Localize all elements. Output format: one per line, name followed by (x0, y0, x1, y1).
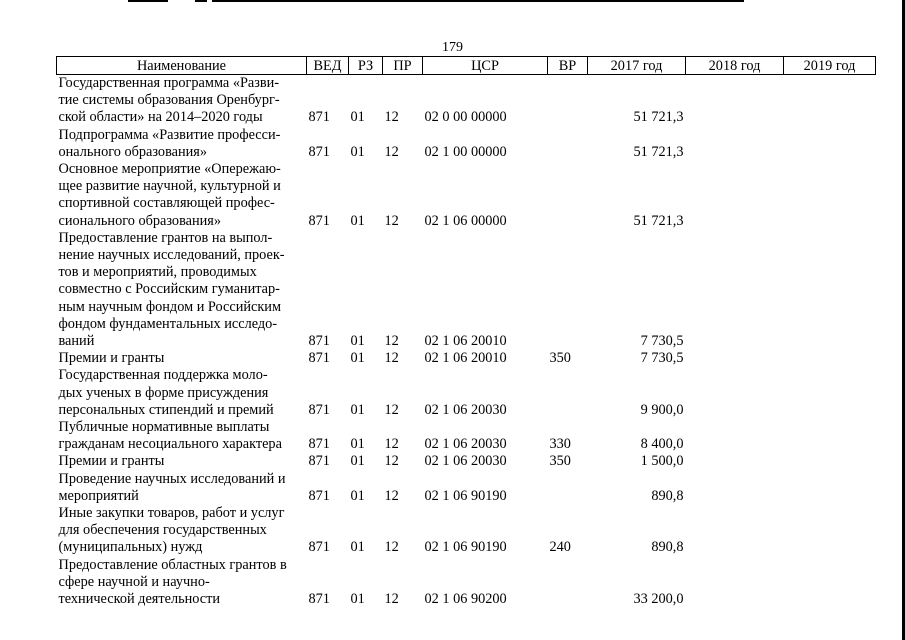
cell-name (57, 230, 307, 350)
cell-csr: 02 1 00 00000 (424, 143, 507, 160)
cell-ved: 871 (308, 401, 330, 418)
cell-2017: 9 900,0 (640, 401, 684, 418)
cell-rz: 01 (350, 436, 365, 453)
name-line: совместно с Российским гуманитар- (58, 281, 280, 298)
cell-rz: 01 (350, 487, 365, 504)
cell-pr: 12 (384, 487, 399, 504)
cell-pr: 12 (384, 333, 399, 350)
name-line: Предоставление областных грантов в (58, 556, 287, 573)
name-line: онального образования» (58, 143, 208, 160)
cell-name (57, 161, 307, 230)
name-line: Премии и гранты (58, 453, 165, 470)
cell-name (57, 127, 307, 161)
cell-2017: 7 730,5 (640, 350, 684, 367)
name-line: щее развитие научной, культурной и (58, 178, 281, 195)
cell-ved: 871 (308, 333, 330, 350)
cell-csr: 02 0 00 00000 (424, 109, 507, 126)
cell-vr: 350 (549, 350, 571, 367)
header-2018: 2018 год (686, 57, 784, 75)
cell-ved: 871 (308, 539, 330, 556)
name-line: тов и мероприятий, проводимых (58, 264, 257, 281)
name-line: для обеспечения государственных (58, 522, 267, 539)
cell-pr: 12 (384, 591, 399, 608)
cell-ved: 871 (308, 591, 330, 608)
name-line: Подпрограмма «Развитие професси- (58, 126, 281, 143)
header-csr: ЦСР (423, 57, 548, 75)
table-header-row (57, 57, 876, 75)
cell-rz: 01 (350, 401, 365, 418)
cell-vr (548, 367, 588, 419)
name-line: (муниципальных) нужд (58, 539, 203, 556)
table-row (57, 505, 876, 557)
cell-pr: 12 (384, 539, 399, 556)
header-2017: 2017 год (588, 57, 686, 75)
cell-vr (548, 127, 588, 161)
cell-csr: 02 1 06 20030 (424, 401, 507, 418)
cell-2018 (686, 350, 784, 367)
cell-csr: 02 1 06 20030 (424, 436, 507, 453)
cell-ved: 871 (308, 487, 330, 504)
name-line: Основное мероприятие «Опережаю- (58, 161, 281, 178)
cell-2018 (686, 127, 784, 161)
cell-2017: 51 721,3 (633, 109, 684, 126)
cell-ved: 871 (308, 109, 330, 126)
cell-vr: 350 (549, 453, 571, 470)
cell-name (57, 557, 307, 609)
cell-2019 (784, 75, 876, 127)
cell-2018 (686, 471, 784, 505)
page-number: 179 (442, 40, 463, 55)
cell-rz: 01 (350, 143, 365, 160)
name-line: технической деятельности (58, 591, 221, 608)
cell-2018 (686, 161, 784, 230)
cell-name (57, 505, 307, 557)
cell-2019 (784, 557, 876, 609)
cell-csr: 02 1 06 20010 (424, 333, 507, 350)
name-line: ваний (58, 333, 95, 350)
table-row (57, 75, 876, 127)
cell-name (57, 453, 307, 470)
cell-rz: 01 (350, 109, 365, 126)
name-line: мероприятий (58, 487, 139, 504)
name-line: тие системы образования Оренбург- (58, 92, 280, 109)
cell-2019 (784, 127, 876, 161)
table-row (57, 453, 876, 470)
cell-name (57, 471, 307, 505)
cell-csr: 02 1 06 90200 (424, 591, 507, 608)
name-line: сионального образования» (58, 212, 222, 229)
cell-name (57, 350, 307, 367)
cell-2018 (686, 75, 784, 127)
cell-rz: 01 (350, 333, 365, 350)
cell-pr: 12 (384, 401, 399, 418)
name-line: Иные закупки товаров, работ и услуг (58, 505, 285, 522)
cell-csr: 02 1 06 20010 (424, 350, 507, 367)
cell-vr (548, 161, 588, 230)
name-line: дых ученых в форме присуждения (58, 384, 269, 401)
cell-vr (548, 471, 588, 505)
name-line: Государственная программа «Разви- (58, 75, 280, 91)
header-2019: 2019 год (784, 57, 876, 75)
name-line: Государственная поддержка моло- (58, 367, 268, 384)
name-line: Предоставление грантов на выпол- (58, 229, 273, 246)
cell-2019 (784, 419, 876, 453)
header-vr: ВР (548, 57, 588, 75)
table-row (57, 161, 876, 230)
cell-vr (548, 75, 588, 127)
header-pr: ПР (383, 57, 423, 75)
cell-2018 (686, 557, 784, 609)
table-row (57, 367, 876, 419)
cell-2017: 7 730,5 (640, 333, 684, 350)
cell-2017: 51 721,3 (633, 143, 684, 160)
cell-vr (548, 557, 588, 609)
cell-name (57, 419, 307, 453)
cell-2018 (686, 453, 784, 470)
cell-2018 (686, 505, 784, 557)
cell-ved: 871 (308, 436, 330, 453)
name-line: сфере научной и научно- (58, 573, 210, 590)
cell-2017: 8 400,0 (640, 436, 684, 453)
table-row (57, 350, 876, 367)
cell-2018 (686, 230, 784, 350)
name-line: спортивной составляющей профес- (58, 195, 275, 212)
cell-pr: 12 (384, 350, 399, 367)
cell-2019 (784, 161, 876, 230)
name-line: гражданам несоциального характера (58, 436, 282, 453)
name-line: ным научным фондом и Российским (58, 298, 282, 315)
cell-2019 (784, 230, 876, 350)
cell-csr: 02 1 06 90190 (424, 539, 507, 556)
cell-pr: 12 (384, 109, 399, 126)
cell-rz: 01 (350, 350, 365, 367)
cell-2017: 1 500,0 (640, 453, 684, 470)
name-line: Проведение научных исследований и (58, 470, 286, 487)
cell-2019 (784, 471, 876, 505)
header-rz: РЗ (349, 57, 383, 75)
cell-2018 (686, 419, 784, 453)
cell-ved: 871 (308, 453, 330, 470)
table-row (57, 471, 876, 505)
cell-2019 (784, 505, 876, 557)
cell-csr: 02 1 06 00000 (424, 212, 507, 229)
cell-pr: 12 (384, 212, 399, 229)
cell-ved: 871 (308, 143, 330, 160)
cell-rz: 01 (350, 591, 365, 608)
budget-table (56, 56, 876, 608)
name-line: персональных стипендий и премий (58, 401, 274, 418)
name-line: Премии и гранты (58, 350, 165, 367)
cell-rz: 01 (350, 539, 365, 556)
name-line: ской области» на 2014–2020 годы (58, 109, 263, 126)
cell-csr: 02 1 06 90190 (424, 487, 507, 504)
cell-2017: 890,8 (651, 487, 684, 504)
cell-2017: 890,8 (651, 539, 684, 556)
cell-vr: 330 (549, 436, 571, 453)
cell-ved: 871 (308, 212, 330, 229)
cell-2019 (784, 350, 876, 367)
table-row (57, 557, 876, 609)
cell-name (57, 75, 307, 127)
table-body (57, 75, 876, 609)
cell-pr: 12 (384, 436, 399, 453)
cell-csr: 02 1 06 20030 (424, 453, 507, 470)
cell-2017: 51 721,3 (633, 212, 684, 229)
cell-2018 (686, 367, 784, 419)
header-name: Наименование (57, 57, 307, 75)
scan-top-edge (0, 0, 905, 2)
cell-vr (548, 230, 588, 350)
table-row (57, 127, 876, 161)
table-row (57, 419, 876, 453)
cell-pr: 12 (384, 453, 399, 470)
header-ved: ВЕД (307, 57, 349, 75)
cell-2019 (784, 453, 876, 470)
cell-2019 (784, 367, 876, 419)
cell-rz: 01 (350, 453, 365, 470)
name-line: нение научных исследований, проек- (58, 247, 285, 264)
cell-rz: 01 (350, 212, 365, 229)
cell-ved: 871 (308, 350, 330, 367)
cell-2017: 33 200,0 (633, 591, 684, 608)
table-row (57, 230, 876, 350)
cell-name (57, 367, 307, 419)
name-line: Публичные нормативные выплаты (58, 419, 270, 436)
cell-pr: 12 (384, 143, 399, 160)
name-line: фондом фундаментальных исследо- (58, 315, 278, 332)
cell-vr: 240 (549, 539, 571, 556)
